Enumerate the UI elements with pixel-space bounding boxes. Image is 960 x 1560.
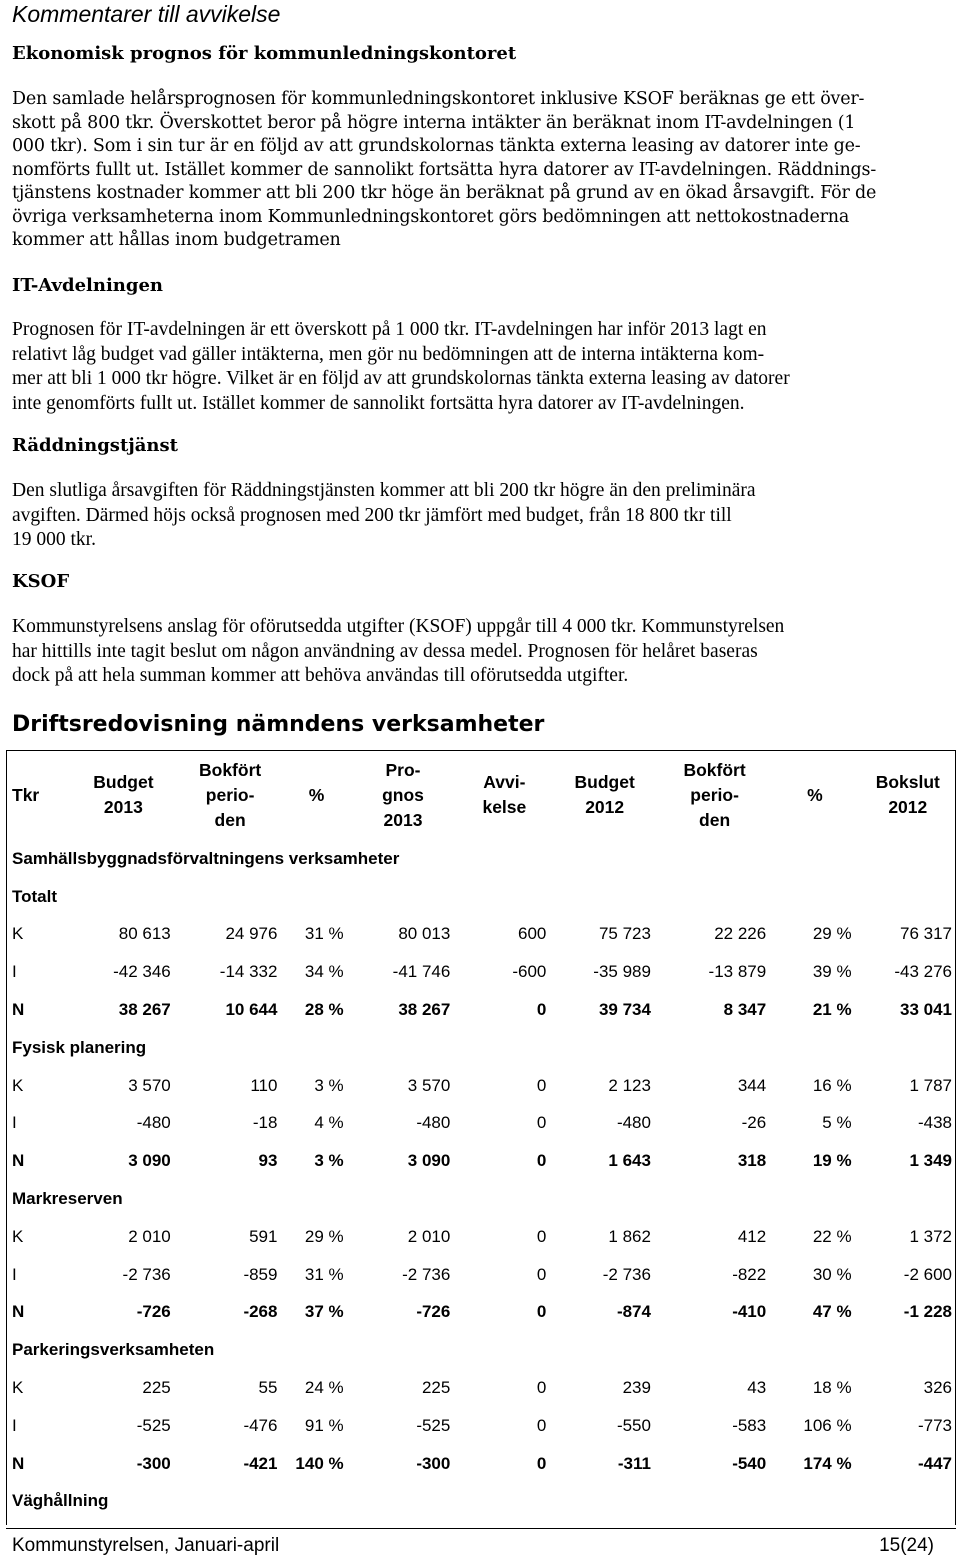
column-header-text: den [699,809,731,830]
table-cell: 5 % [822,1113,852,1133]
drift-table [6,750,958,1520]
column-header [456,750,552,840]
group-label: Fysisk planering [12,1037,147,1057]
table-cell: 19 % [812,1151,852,1171]
table-cell: 75 723 [598,924,651,944]
column-header-text: Tkr [12,784,40,805]
table-cell: 225 [421,1378,451,1398]
table-row [6,1369,958,1407]
table-cell: 1 643 [608,1151,651,1171]
table-cell: 39 % [812,962,852,982]
table-group-row [6,1331,958,1369]
table-cell: -2 736 [122,1264,171,1284]
table-cell: -447 [917,1453,952,1473]
table-cell: -859 [243,1264,278,1284]
column-header [858,750,958,840]
table-cell: 0 [536,1113,547,1133]
column-header-text: 2012 [585,797,625,817]
table-cell: 2 010 [407,1226,451,1246]
text-line: mer att bli 1 000 tkr högre. Vilket är en följd av att grundskolornas tänkta externa leasing av datorer [12,368,790,389]
table-cell: -268 [243,1302,278,1322]
table-cell: 110 [250,1075,278,1095]
table-cell: 225 [142,1378,171,1398]
paragraph-ekonomisk-prognos [12,88,952,253]
table-cell: 3 090 [128,1151,171,1171]
table-cell: -822 [732,1264,767,1284]
table-cell: -42 346 [113,962,171,982]
column-header [6,750,70,840]
table-cell: 0 [536,1302,547,1322]
column-header-text: Avvi- [483,772,526,792]
column-header [177,750,284,840]
table-cell: 3 570 [407,1075,451,1095]
table-cell: -773 [917,1415,952,1435]
table-cell: -480 [136,1113,171,1133]
table-cell: 31 % [304,924,344,944]
heading-raddningstjanst: Räddningstjänst [12,435,178,456]
row-label: I [12,1415,17,1435]
row-label: K [12,1378,24,1398]
table-cell: 16 % [812,1075,852,1095]
row-label: K [12,924,24,944]
table-row [6,1218,958,1256]
table-row [6,916,958,954]
text-line: tjänstens kostnader kommer att bli 200 tkr höge än beräknat på grund av en ökad årsavgift. För de [12,183,877,203]
paragraph-raddningstjanst [12,479,952,553]
table-cell: 0 [536,1378,547,1398]
table-cell: 8 347 [723,1000,767,1020]
table-cell: 24 976 [225,924,278,944]
table-cell: 3 090 [407,1151,451,1171]
page-header-title: Kommentarer till avvikelse [12,1,281,27]
row-label: N [12,1000,25,1020]
table-cell: 0 [536,1000,547,1020]
table-cell: -2 600 [903,1264,952,1284]
table-cell: 93 [258,1151,278,1171]
text-line: relativt låg budget vad gäller intäkterna, men gör nu bedömningen att de interna intäkterna kom- [12,343,765,365]
text-line: nomförts fullt ut. Istället kommer de sannolikt fortsätta hyra datorer av IT-avdelningen. Räddnings- [12,159,877,180]
table-group-row [6,1029,958,1067]
group-label: Parkeringsverksamheten [12,1340,215,1360]
column-header-text: Pro- [385,759,421,780]
group-label: Totalt [12,886,58,906]
table-cell: -476 [243,1415,278,1435]
column-header-text: 2013 [103,797,143,817]
paragraph-it-avdelningen [12,318,952,416]
table-group-row [6,878,958,916]
table-cell: -421 [243,1453,278,1473]
table-cell: -540 [732,1453,767,1473]
table-cell: 140 % [295,1453,344,1473]
column-header [70,750,177,840]
text-line: 000 tkr). Som i sin tur är en följd av att grundskolornas tänkta externa leasing av datorer inte ge- [12,136,861,156]
text-line: har hittills inte tagit beslut om någon användning av dessa medel. Prognosen för helåret baseras [12,640,758,662]
table-cell: 318 [737,1151,767,1171]
row-label: N [12,1453,25,1473]
table-cell: 0 [536,1226,547,1246]
column-header [772,750,857,840]
row-label: N [12,1302,25,1322]
table-cell: 1 787 [909,1075,952,1095]
table-cell: 29 % [304,1226,344,1246]
footer-page-number: 15(24) [879,1535,934,1556]
table-cell: -583 [732,1415,767,1435]
table-cell: 10 644 [225,1000,278,1020]
table-cell: -525 [136,1415,171,1435]
table-row [6,991,958,1029]
table-cell: 3 570 [128,1075,171,1095]
table-cell: -480 [416,1113,451,1133]
column-header-text: kelse [482,797,527,817]
table-cell: 38 267 [118,1000,171,1020]
table-cell: -2 736 [602,1264,651,1284]
table-row [6,1142,958,1180]
table-cell: -43 276 [894,962,952,982]
column-header-text: Budget [93,772,154,792]
text-line: inte genomförts fullt ut. Istället kommer de sannolikt fortsätta hyra datorer av IT-avdelningen. [12,392,745,414]
row-label: K [12,1226,24,1246]
row-label: N [12,1151,25,1171]
table-row [6,1105,958,1143]
group-label: Samhällsbyggnadsförvaltningens verksamheter [12,848,400,868]
column-header-text: 2012 [888,797,928,817]
table-cell: 43 [747,1378,767,1398]
table-row [6,1445,958,1483]
table-row [6,1067,958,1105]
table-cell: 33 041 [900,1000,952,1020]
text-line: Kommunstyrelsens anslag för oförutsedda utgifter (KSOF) uppgår till 4 000 tkr. Kommunstyrelsen [12,616,785,637]
table-cell: 80 613 [118,924,171,944]
table-row [6,1407,958,1445]
table-cell: -438 [917,1113,952,1133]
table-cell: -480 [616,1113,651,1133]
footer-divider [6,1528,956,1529]
table-cell: 0 [536,1151,547,1171]
table-cell: -410 [732,1302,767,1322]
table-cell: 76 317 [900,924,952,944]
table-cell: -726 [416,1302,451,1322]
row-label: I [12,1113,17,1133]
column-header-text: Budget [574,772,635,792]
row-label: I [12,1264,17,1284]
table-cell: -311 [617,1453,651,1473]
table-row [6,1294,958,1332]
table-cell: -300 [136,1453,171,1473]
table-cell: -600 [512,962,547,982]
table-cell: 80 013 [398,924,451,944]
group-label: Väghållning [12,1491,109,1511]
table-cell: 1 349 [909,1151,952,1171]
table-cell: 38 267 [398,1000,451,1020]
text-line: övriga verksamheterna inom Kommunledningskontoret görs bedömningen att nettokostnaderna [12,206,850,227]
row-label: I [12,962,17,982]
table-row [6,1256,958,1294]
table-cell: 4 % [314,1113,344,1133]
table-cell: 0 [536,1453,547,1473]
table-cell: -525 [416,1415,451,1435]
table-cell: 600 [518,924,547,944]
table-cell: -14 332 [219,962,278,982]
column-header-text: perio- [205,784,255,805]
text-line: skott på 800 tkr. Överskottet beror på högre interna intäkter än beräknat inom IT-avdelningen (1 [12,112,856,133]
text-line: avgiften. Därmed höjs också prognosen med 200 tkr jämfört med budget, från 18 800 tkr till [12,504,732,526]
table-cell: 412 [737,1226,767,1246]
paragraph-ksof [12,615,952,689]
heading-ekonomisk-prognos: Ekonomisk prognos för kommunledningskontoret [12,43,517,64]
table-cell: 0 [536,1264,547,1284]
column-header-text: % [807,784,823,805]
table-cell: 22 226 [714,924,767,944]
column-header-text: den [214,809,246,830]
table-cell: 174 % [803,1453,852,1473]
table-cell: -726 [136,1302,171,1322]
table-cell: 3 % [314,1075,344,1095]
column-header-text: Bokfört [199,759,262,780]
column-header [283,750,349,840]
text-line: Prognosen för IT-avdelningen är ett överskott på 1 000 tkr. IT-avdelningen har inför 2013 lagt en [12,319,767,340]
text-line: Den samlade helårsprognosen för kommunledningskontoret inklusive KSOF beräknas ge ett över- [12,89,865,109]
table-cell: -874 [616,1302,651,1322]
table-cell: 591 [249,1226,278,1246]
group-label: Markreserven [12,1189,123,1209]
table-cell: 2 010 [128,1226,171,1246]
column-header [350,750,457,840]
table-cell: -13 879 [708,962,767,982]
row-label: K [12,1075,24,1095]
text-line: dock på att hela summan kommer att behöva användas till oförutsedda utgifter. [12,665,629,686]
column-header-text: Bokslut [875,772,940,792]
table-cell: -41 746 [392,962,451,982]
table-cell: 22 % [812,1226,852,1246]
table-cell: 0 [536,1075,547,1095]
table-cell: -1 228 [903,1302,952,1322]
table-cell: 239 [622,1378,651,1398]
table-group-row [6,840,958,878]
table-group-row [6,1180,958,1218]
table-cell: -26 [741,1113,767,1133]
table-group-row [6,1483,958,1521]
text-line: kommer att hållas inom budgetramen [12,230,341,250]
heading-driftsredovisning: Driftsredovisning nämndens verksamheter [12,712,545,737]
table-cell: 24 % [304,1378,344,1398]
table-cell: 106 % [803,1415,852,1435]
column-header-text: Bokfört [683,759,746,780]
table-cell: -300 [416,1453,451,1473]
table-header-row [6,750,958,840]
table-cell: 37 % [304,1302,344,1322]
column-header-text: 2013 [383,809,423,830]
table-cell: 1 372 [909,1226,952,1246]
table-cell: 55 [258,1378,278,1398]
table-cell: -550 [616,1415,651,1435]
table-cell: 91 % [304,1415,344,1435]
text-line: Den slutliga årsavgiften för Räddningstjänsten kommer att bli 200 tkr högre än den preliminära [12,480,756,501]
footer-document-name: Kommunstyrelsen, Januari-april [12,1535,280,1556]
table-cell: -18 [252,1113,278,1133]
heading-ksof: KSOF [12,571,70,592]
heading-it-avdelningen: IT-Avdelningen [12,275,164,296]
table-cell: 344 [737,1075,767,1095]
table-cell: 326 [923,1378,952,1398]
table-cell: 47 % [812,1302,852,1322]
column-header-text: % [308,784,325,805]
table-cell: 29 % [812,924,852,944]
table-row [6,953,958,991]
table-cell: 2 123 [608,1075,651,1095]
table-cell: 21 % [812,1000,852,1020]
table-cell: 31 % [304,1264,344,1284]
table-cell: 1 862 [608,1226,651,1246]
table-cell: 28 % [304,1000,344,1020]
table-cell: 39 734 [598,1000,651,1020]
column-header [657,750,772,840]
table-cell: 0 [536,1415,547,1435]
column-header [552,750,657,840]
table-cell: 18 % [812,1378,852,1398]
table-cell: 30 % [812,1264,852,1284]
column-header-text: perio- [690,784,739,805]
text-line: 19 000 tkr. [12,529,96,550]
table-cell: -2 736 [402,1264,451,1284]
table-cell: 34 % [304,962,344,982]
column-header-text: gnos [382,784,424,805]
table-cell: 3 % [314,1151,344,1171]
table-cell: -35 989 [593,962,651,982]
